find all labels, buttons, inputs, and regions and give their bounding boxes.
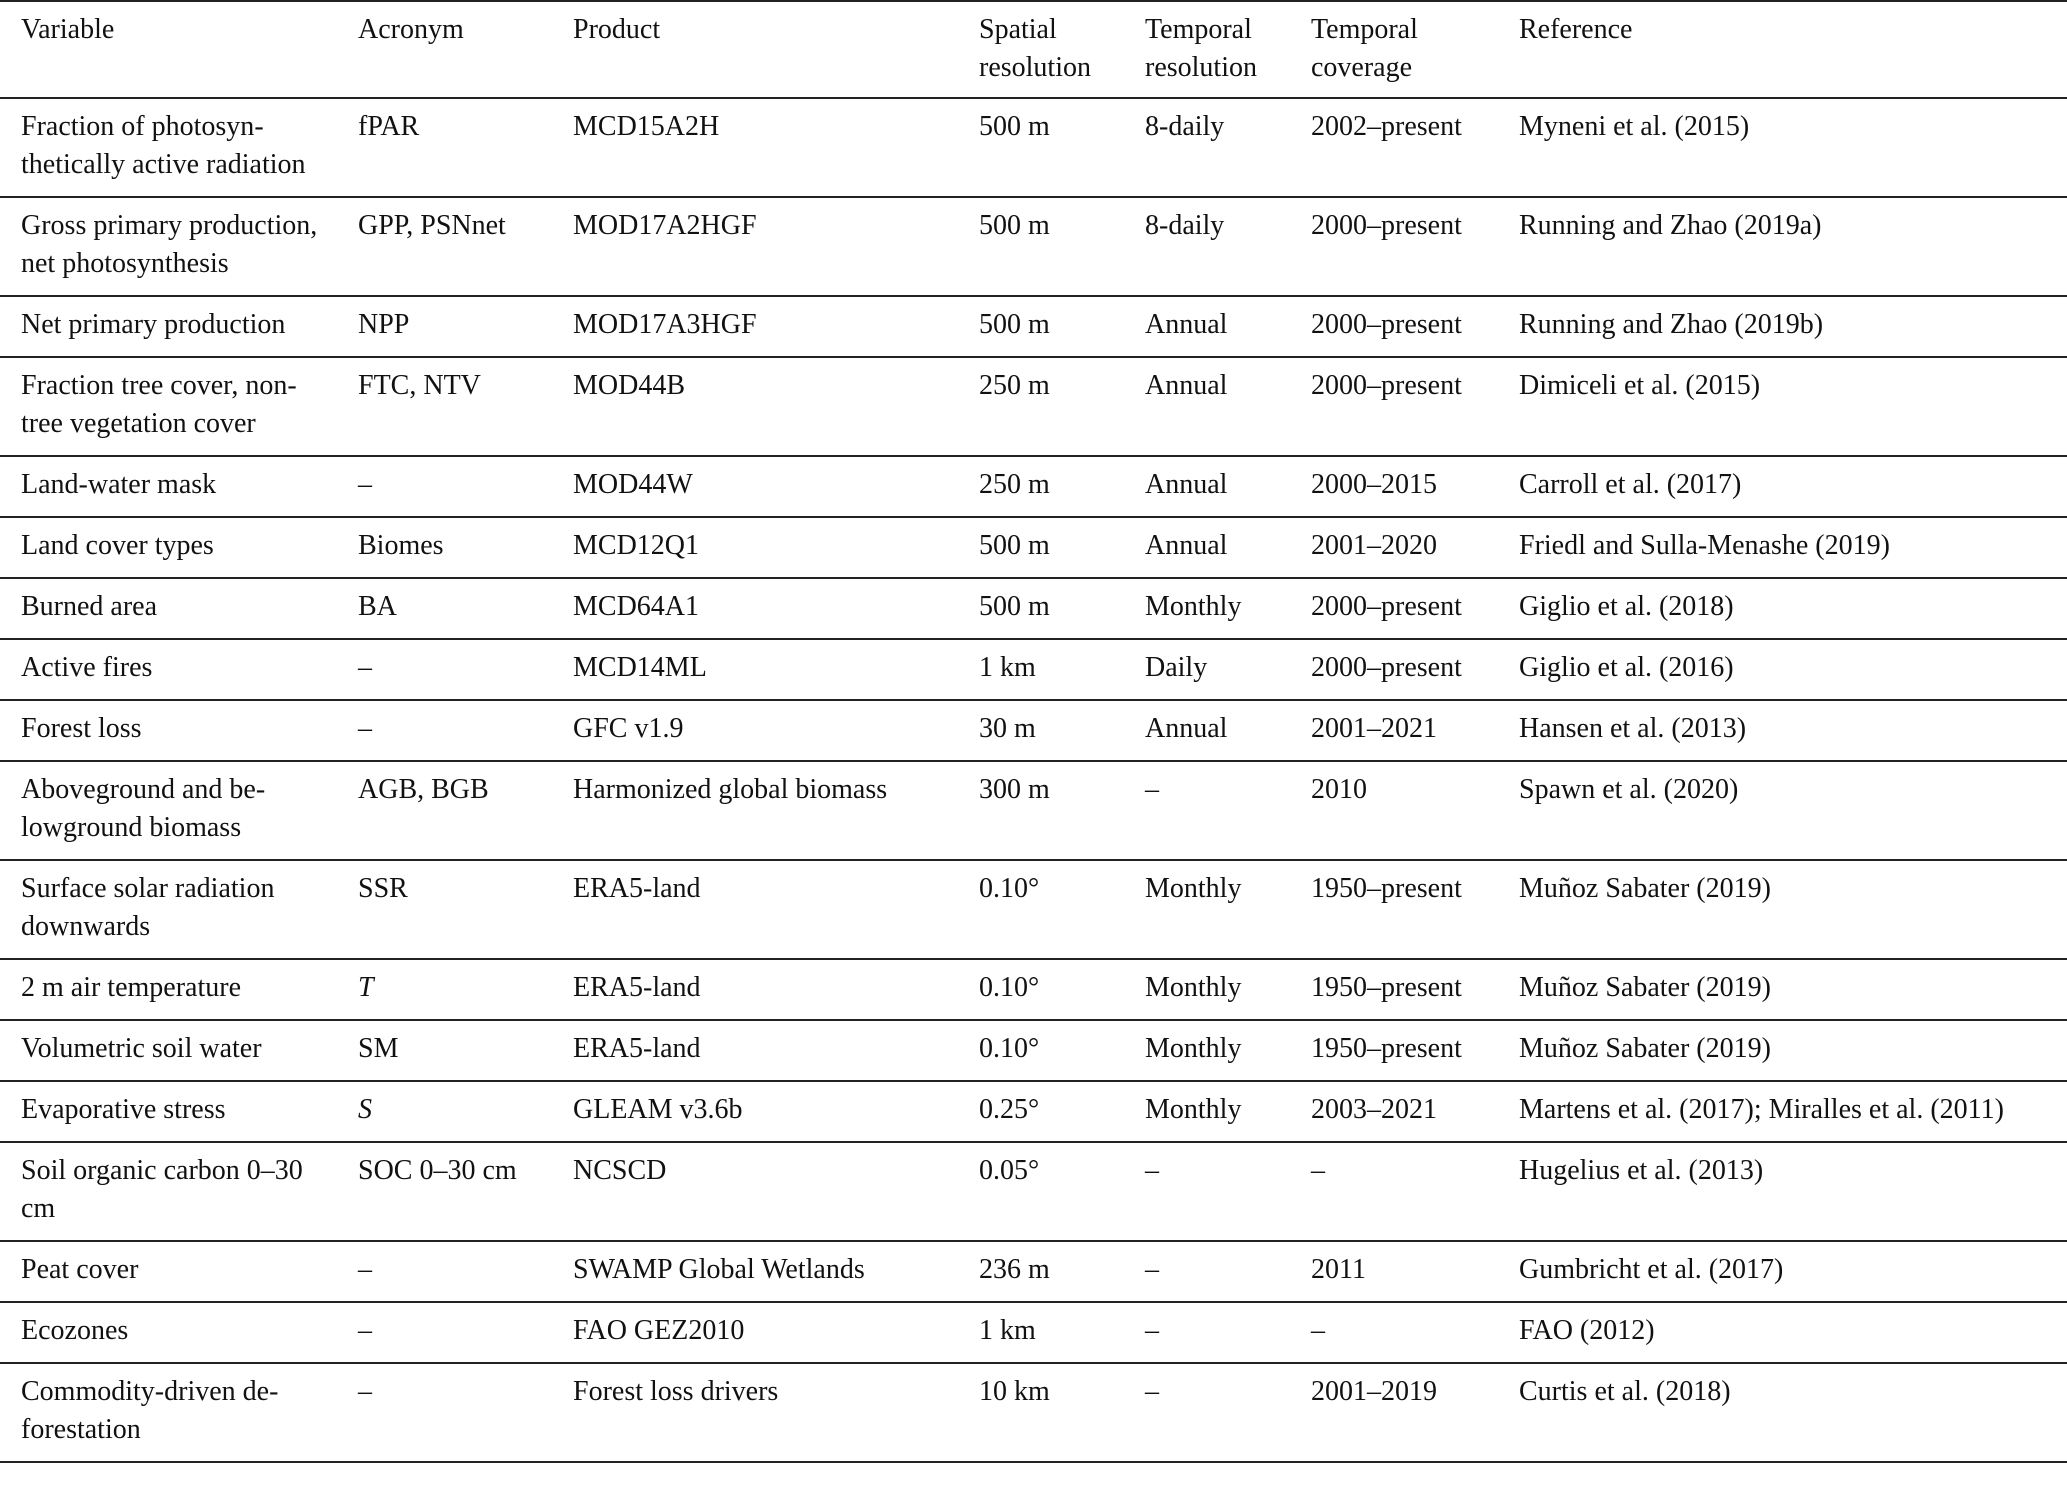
cell-temporal-resolution: 8-daily <box>1145 210 1225 241</box>
cell-product: ERA5-land <box>573 873 701 904</box>
cell-acronym: Biomes <box>358 530 444 561</box>
cell-temporal-resolution: Daily <box>1145 652 1208 683</box>
cell-reference: Muñoz Sabater (2019) <box>1519 873 1771 904</box>
cell-acronym: – <box>358 1254 372 1285</box>
cell-spatial-resolution: 500 m <box>979 111 1050 142</box>
cell-variable: Surface solar radiation downwards <box>21 873 275 942</box>
cell-spatial-resolution: 0.25° <box>979 1094 1040 1125</box>
cell-temporal-resolution: Monthly <box>1145 873 1242 904</box>
cell-temporal-coverage: 2003–2021 <box>1311 1094 1437 1125</box>
cell-product: MOD17A3HGF <box>573 309 757 340</box>
cell-temporal-coverage: 2001–2019 <box>1311 1376 1437 1407</box>
cell-reference: Martens et al. (2017); Miralles et al. (2011) <box>1519 1094 2004 1125</box>
cell-product: Forest loss drivers <box>573 1376 779 1407</box>
cell-temporal-resolution: Annual <box>1145 370 1228 401</box>
cell-temporal-resolution: Monthly <box>1145 1033 1242 1064</box>
cell-product: MOD44W <box>573 469 693 500</box>
cell-acronym: SOC 0–30 cm <box>358 1155 517 1186</box>
cell-spatial-resolution: 250 m <box>979 370 1050 401</box>
cell-temporal-resolution: – <box>1145 1155 1159 1186</box>
cell-spatial-resolution: 500 m <box>979 210 1050 241</box>
table-row <box>0 1142 2067 1241</box>
cell-reference: Muñoz Sabater (2019) <box>1519 1033 1771 1064</box>
cell-temporal-coverage: 2000–2015 <box>1311 469 1437 500</box>
cell-reference: Dimiceli et al. (2015) <box>1519 370 1761 401</box>
cell-variable: Gross primary production, net photosynthesis <box>21 210 318 279</box>
cell-acronym: GPP, PSNnet <box>358 210 506 241</box>
cell-acronym: AGB, BGB <box>358 774 489 805</box>
cell-acronym: T <box>358 972 374 1003</box>
cell-spatial-resolution: 0.05° <box>979 1155 1040 1186</box>
cell-spatial-resolution: 300 m <box>979 774 1050 805</box>
cell-acronym: NPP <box>358 309 410 340</box>
cell-reference: Curtis et al. (2018) <box>1519 1376 1731 1407</box>
table-row <box>0 1081 2067 1142</box>
cell-product: MOD17A2HGF <box>573 210 757 241</box>
cell-temporal-resolution: Annual <box>1145 469 1228 500</box>
cell-temporal-resolution: – <box>1145 1254 1159 1285</box>
cell-spatial-resolution: 1 km <box>979 1315 1036 1346</box>
cell-spatial-resolution: 500 m <box>979 591 1050 622</box>
cell-reference: Running and Zhao (2019b) <box>1519 309 1824 340</box>
cell-spatial-resolution: 500 m <box>979 309 1050 340</box>
cell-acronym: – <box>358 652 372 683</box>
cell-temporal-coverage: 2002–present <box>1311 111 1462 142</box>
cell-temporal-resolution: Monthly <box>1145 972 1242 1003</box>
cell-temporal-coverage: 1950–present <box>1311 873 1462 904</box>
cell-variable: Land cover types <box>21 530 214 561</box>
cell-temporal-coverage: 2000–present <box>1311 591 1462 622</box>
cell-variable: Active fires <box>21 652 153 683</box>
cell-temporal-resolution: Annual <box>1145 309 1228 340</box>
cell-spatial-resolution: 0.10° <box>979 1033 1040 1064</box>
cell-reference: Carroll et al. (2017) <box>1519 469 1742 500</box>
cell-reference: Spawn et al. (2020) <box>1519 774 1739 805</box>
cell-product: MCD14ML <box>573 652 707 683</box>
cell-acronym: fPAR <box>358 111 420 142</box>
table-row <box>0 456 2067 517</box>
cell-reference: Giglio et al. (2016) <box>1519 652 1734 683</box>
cell-temporal-resolution: 8-daily <box>1145 111 1225 142</box>
cell-variable: 2 m air temperature <box>21 972 242 1003</box>
cell-reference: Myneni et al. (2015) <box>1519 111 1750 142</box>
cell-temporal-resolution: Monthly <box>1145 591 1242 622</box>
cell-product: Harmonized global biomass <box>573 774 888 805</box>
cell-temporal-resolution: Monthly <box>1145 1094 1242 1125</box>
cell-temporal-coverage: – <box>1311 1315 1325 1346</box>
cell-temporal-coverage: 2010 <box>1311 774 1367 805</box>
cell-acronym: – <box>358 1315 372 1346</box>
header-variable: Variable <box>21 14 115 45</box>
table-row <box>0 700 2067 761</box>
table-body <box>0 98 2067 1462</box>
cell-reference: Hugelius et al. (2013) <box>1519 1155 1764 1186</box>
cell-product: GFC v1.9 <box>573 713 684 744</box>
cell-spatial-resolution: 250 m <box>979 469 1050 500</box>
cell-spatial-resolution: 0.10° <box>979 873 1040 904</box>
cell-temporal-resolution: Annual <box>1145 530 1228 561</box>
cell-variable: Net primary production <box>21 309 286 340</box>
header-spatial-resolution: Spatial resolution <box>979 14 1091 83</box>
cell-acronym: – <box>358 469 372 500</box>
cell-reference: Muñoz Sabater (2019) <box>1519 972 1771 1003</box>
table-row <box>0 357 2067 456</box>
cell-reference: Running and Zhao (2019a) <box>1519 210 1822 241</box>
cell-acronym: SSR <box>358 873 408 904</box>
cell-temporal-coverage: – <box>1311 1155 1325 1186</box>
cell-acronym: S <box>358 1094 372 1125</box>
table-row <box>0 1363 2067 1462</box>
table-row <box>0 98 2067 197</box>
cell-temporal-resolution: – <box>1145 1315 1159 1346</box>
cell-spatial-resolution: 1 km <box>979 652 1036 683</box>
cell-product: FAO GEZ2010 <box>573 1315 745 1346</box>
table-row <box>0 517 2067 578</box>
table-row <box>0 860 2067 959</box>
header-temporal-coverage: Temporal coverage <box>1311 14 1418 83</box>
cell-temporal-coverage: 2000–present <box>1311 652 1462 683</box>
cell-temporal-coverage: 2011 <box>1311 1254 1366 1285</box>
table-row <box>0 761 2067 860</box>
cell-product: MCD12Q1 <box>573 530 700 561</box>
header-temporal-resolution: Temporal resolution <box>1145 14 1257 83</box>
cell-spatial-resolution: 0.10° <box>979 972 1040 1003</box>
cell-variable: Volumetric soil water <box>21 1033 262 1064</box>
cell-temporal-coverage: 2000–present <box>1311 370 1462 401</box>
cell-variable: Forest loss <box>21 713 142 744</box>
table-row <box>0 578 2067 639</box>
cell-variable: Evaporative stress <box>21 1094 226 1125</box>
table-row <box>0 197 2067 296</box>
cell-product: ERA5-land <box>573 1033 701 1064</box>
cell-variable: Burned area <box>21 591 158 622</box>
cell-variable: Ecozones <box>21 1315 129 1346</box>
cell-acronym: – <box>358 1376 372 1407</box>
table-row <box>0 639 2067 700</box>
cell-variable: Commodity-driven deforestation <box>21 1376 279 1445</box>
cell-acronym: SM <box>358 1033 399 1064</box>
header-reference: Reference <box>1519 14 1633 45</box>
header-product: Product <box>573 14 661 45</box>
table-row <box>0 1241 2067 1302</box>
cell-variable: Aboveground and belowground biomass <box>21 774 266 843</box>
cell-temporal-coverage: 2000–present <box>1311 210 1462 241</box>
cell-product: MCD15A2H <box>573 111 720 142</box>
cell-reference: Gumbricht et al. (2017) <box>1519 1254 1784 1285</box>
cell-temporal-coverage: 2001–2020 <box>1311 530 1437 561</box>
table-row <box>0 959 2067 1020</box>
cell-product: MCD64A1 <box>573 591 700 622</box>
table-header-row <box>0 1 2067 98</box>
cell-temporal-coverage: 2001–2021 <box>1311 713 1437 744</box>
cell-product: MOD44B <box>573 370 686 401</box>
cell-temporal-resolution: Annual <box>1145 713 1228 744</box>
cell-spatial-resolution: 10 km <box>979 1376 1050 1407</box>
table-row <box>0 1020 2067 1081</box>
table-row <box>0 1302 2067 1363</box>
header-acronym: Acronym <box>358 14 464 45</box>
cell-reference: Giglio et al. (2018) <box>1519 591 1734 622</box>
cell-acronym: – <box>358 713 372 744</box>
cell-spatial-resolution: 30 m <box>979 713 1036 744</box>
cell-temporal-coverage: 2000–present <box>1311 309 1462 340</box>
table-row <box>0 296 2067 357</box>
cell-acronym: FTC, NTV <box>358 370 481 401</box>
cell-product: SWAMP Global Wetlands <box>573 1254 865 1285</box>
cell-variable: Soil organic carbon 0–30 cm <box>21 1155 303 1224</box>
cell-reference: Friedl and Sulla-Menashe (2019) <box>1519 530 1890 561</box>
cell-reference: Hansen et al. (2013) <box>1519 713 1747 744</box>
cell-acronym: BA <box>358 591 397 622</box>
cell-product: GLEAM v3.6b <box>573 1094 743 1125</box>
cell-variable: Fraction of photosynthetically active radiation <box>21 111 306 180</box>
cell-temporal-coverage: 1950–present <box>1311 972 1462 1003</box>
cell-spatial-resolution: 500 m <box>979 530 1050 561</box>
cell-temporal-coverage: 1950–present <box>1311 1033 1462 1064</box>
cell-variable: Land-water mask <box>21 469 217 500</box>
cell-variable: Fraction tree cover, non-tree vegetation cover <box>21 370 297 439</box>
cell-product: ERA5-land <box>573 972 701 1003</box>
cell-spatial-resolution: 236 m <box>979 1254 1050 1285</box>
cell-reference: FAO (2012) <box>1519 1315 1655 1346</box>
cell-temporal-resolution: – <box>1145 774 1159 805</box>
cell-variable: Peat cover <box>21 1254 139 1285</box>
cell-temporal-resolution: – <box>1145 1376 1159 1407</box>
cell-product: NCSCD <box>573 1155 667 1186</box>
